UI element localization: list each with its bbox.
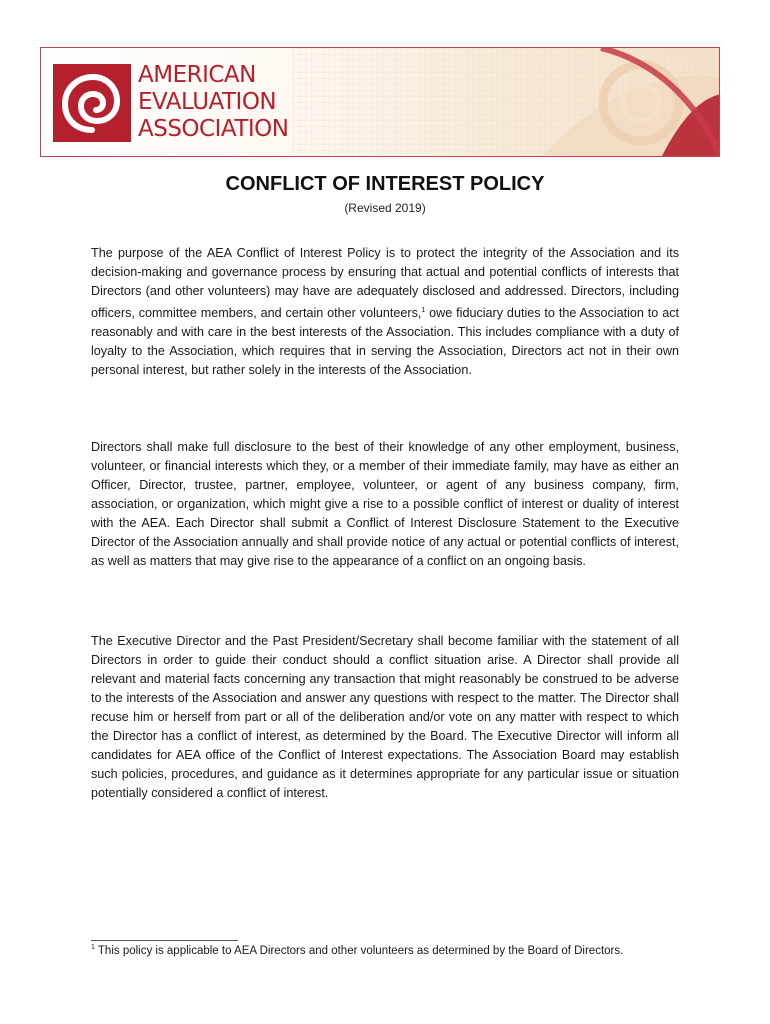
footnote-text: This policy is applicable to AEA Directors and other volunteers as determined by the Board of Directors. (94, 944, 624, 957)
footnote-reference: 1 (421, 307, 426, 314)
paragraph-disclosure: Directors shall make full disclosure to the best of their knowledge of any other employment, business, volunteer, or financial interests which they, or a member of their immediate family, may have as either an Officer, Director, trustee, partner, employee, volunteer, or agent of any business company, firm, association, or organization, which might give a rise to a possible conflict of interest or duality of interest with the AEA. Each Director shall submit a Conflict of Interest Disclosure Statement to the Executive Director of the Association annually and shall provide notice of any actual or potential conflicts of interest, as well as matters that may give rise to the appearance of a conflict on an ongoing basis. (91, 440, 679, 568)
paragraph-purpose-text-a: The purpose of the AEA Conflict of Interest Policy is to protect the integrity of the Association and its decision-making and governance process by ensuring that actual and potential conflicts of interests that Directors (and other volunteers) may have are adequately disclosed and addressed. Directors, including officers, committee members, and certain other volunteers, (91, 246, 679, 321)
wordmark-line-1: AMERICAN (138, 62, 256, 88)
paragraph-purpose-text-b: owe fiduciary duties to the Association to act reasonably and with care in the best interests of the Association. This includes compliance with a duty of loyalty to the Association, which requires that in serving the Association, Directors act not in their own personal interest, but rather solely in the interests of the Association. (91, 306, 679, 378)
aea-swirl-logo-icon (53, 64, 131, 142)
paragraph-recusal: The Executive Director and the Past President/Secretary shall become familiar with the statement of all Directors in order to guide their conduct should a conflict situation arise. A Director shall provide all relevant and material facts concerning any transaction that might reasonably be construed to be adverse to the interests of the Association and answer any questions with respect to the matter. The Director shall recuse him or herself from part or all of the deliberation and/or vote on any matter with respect to which the Director has a conflict of interest, as determined by the Board. The Executive Director will inform all candidates for AEA office of the Conflict of Interest expectations. The Association Board may establish such policies, procedures, and guidance as it determines appropriate for any particular issue or situation potentially considered a conflict of interest. (91, 634, 679, 800)
wordmark-line-3: ASSOCIATION (138, 116, 289, 142)
wordmark-line-2: EVALUATION (138, 89, 277, 115)
footnote (91, 944, 623, 957)
header-banner (40, 47, 720, 157)
footnote-number: 1 (91, 944, 95, 951)
paragraph-purpose (91, 244, 679, 380)
footnote-divider (91, 940, 238, 941)
document-revision: (Revised 2019) (344, 201, 426, 215)
aea-wordmark (138, 62, 288, 143)
document-title: CONFLICT OF INTEREST POLICY (225, 173, 545, 195)
